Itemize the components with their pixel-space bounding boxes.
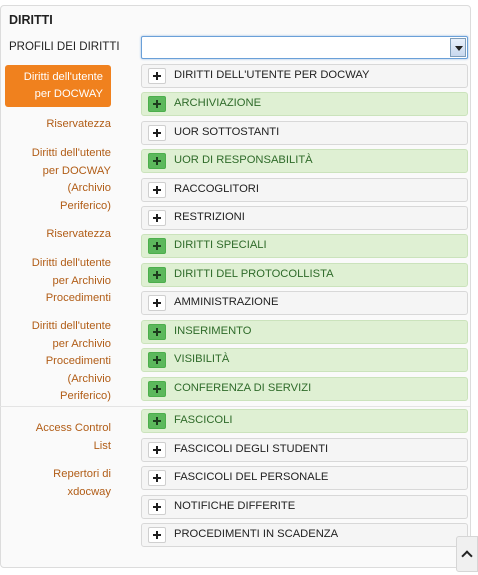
plus-icon[interactable] <box>148 499 166 515</box>
plus-icon[interactable] <box>148 96 166 112</box>
section-row[interactable] <box>141 263 468 287</box>
sidebar-item-acl[interactable]: Access Control List <box>35 422 111 452</box>
section-label: VISIBILITÀ <box>174 353 230 365</box>
profili-label: PROFILI DEI DIRITTI <box>9 41 120 53</box>
scroll-to-top-button[interactable] <box>456 536 478 572</box>
sidebar-item-diritti-docway-periferico[interactable]: Diritti dell'utente per DOCWAY (Archivio Periferico) <box>31 147 111 212</box>
section-label: RESTRIZIONI <box>174 211 245 223</box>
section-row[interactable] <box>141 92 468 116</box>
section-row[interactable] <box>141 291 468 315</box>
sidebar-item-riservatezza-periferico[interactable]: Riservatezza <box>46 228 111 240</box>
section-label: FASCICOLI DEGLI STUDENTI <box>174 443 329 455</box>
plus-icon[interactable] <box>148 125 166 141</box>
section-row[interactable] <box>141 495 468 519</box>
sidebar-item-diritti-docway[interactable]: Diritti dell'utente per DOCWAY <box>5 65 111 107</box>
section-row[interactable] <box>141 348 468 372</box>
section-row[interactable] <box>141 64 468 88</box>
section-label: UOR DI RESPONSABILITÀ <box>174 154 313 166</box>
section-label: RACCOGLITORI <box>174 183 259 195</box>
section-row[interactable] <box>141 178 468 202</box>
plus-icon[interactable] <box>148 267 166 283</box>
plus-icon[interactable] <box>148 153 166 169</box>
sidebar-item-diritti-procedimenti[interactable]: Diritti dell'utente per Archivio Procedimenti <box>31 257 111 304</box>
section-label: AMMINISTRAZIONE <box>174 296 279 308</box>
section-label: FASCICOLI DEL PERSONALE <box>174 471 329 483</box>
section-label: DIRITTI DELL'UTENTE PER DOCWAY <box>174 69 370 81</box>
plus-icon[interactable] <box>148 182 166 198</box>
section-label: DIRITTI DEL PROTOCOLLISTA <box>174 268 334 280</box>
sidebar-item-riservatezza[interactable]: Riservatezza <box>46 118 111 130</box>
chevron-down-icon[interactable] <box>450 38 466 57</box>
section-label: PROCEDIMENTI IN SCADENZA <box>174 528 339 540</box>
section-row[interactable] <box>141 149 468 173</box>
section-row[interactable] <box>141 409 468 433</box>
plus-icon[interactable] <box>148 295 166 311</box>
section-label: NOTIFICHE DIFFERITE <box>174 500 296 512</box>
plus-icon[interactable] <box>148 68 166 84</box>
panel-title: DIRITTI <box>9 13 53 27</box>
section-label: UOR SOTTOSTANTI <box>174 126 280 138</box>
section-row[interactable] <box>141 377 468 401</box>
profili-select[interactable] <box>141 36 468 59</box>
section-row[interactable] <box>141 234 468 258</box>
section-label: ARCHIVIAZIONE <box>174 97 262 109</box>
section-row[interactable] <box>141 206 468 230</box>
section-label: CONFERENZA DI SERVIZI <box>174 382 312 394</box>
section-row[interactable] <box>141 438 468 462</box>
plus-icon[interactable] <box>148 324 166 340</box>
sidebar-item-repertori[interactable]: Repertori di xdocway <box>53 468 111 498</box>
plus-icon[interactable] <box>148 413 166 429</box>
sidebar-item-diritti-procedimenti-periferico[interactable]: Diritti dell'utente per Archivio Procedimenti (Archivio Periferico) <box>31 320 111 402</box>
section-label: DIRITTI SPECIALI <box>174 239 267 251</box>
sidebar-divider <box>0 406 470 407</box>
section-label: FASCICOLI <box>174 414 233 426</box>
plus-icon[interactable] <box>148 381 166 397</box>
plus-icon[interactable] <box>148 527 166 543</box>
section-row[interactable] <box>141 121 468 145</box>
plus-icon[interactable] <box>148 352 166 368</box>
plus-icon[interactable] <box>148 210 166 226</box>
section-label: INSERIMENTO <box>174 325 252 337</box>
plus-icon[interactable] <box>148 470 166 486</box>
section-row[interactable] <box>141 320 468 344</box>
section-row[interactable] <box>141 466 468 490</box>
plus-icon[interactable] <box>148 238 166 254</box>
plus-icon[interactable] <box>148 442 166 458</box>
section-row[interactable] <box>141 523 468 547</box>
